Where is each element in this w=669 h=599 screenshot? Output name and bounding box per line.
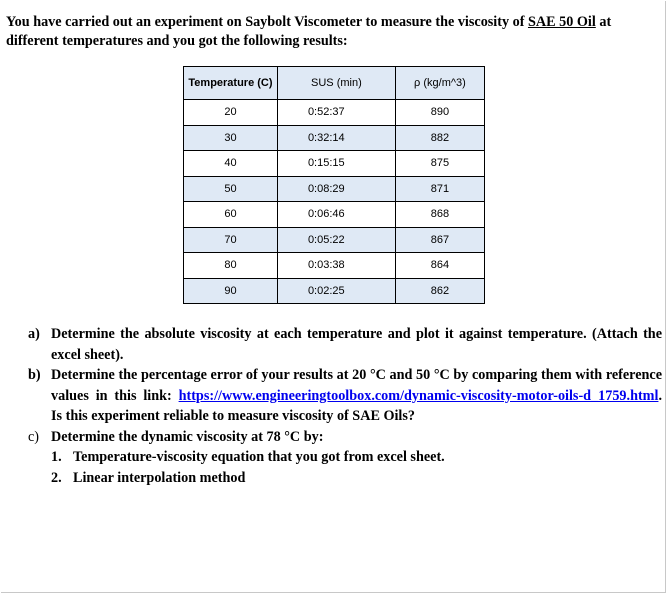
table-row (184, 278, 485, 304)
question-a-marker: a) (28, 326, 40, 342)
cell-sus: 0:08:29 (277, 176, 395, 202)
results-table (183, 66, 485, 304)
table-row (184, 151, 485, 177)
cell-sus: 0:52:37 (277, 100, 395, 126)
question-b-text-before: Determine the percentage error of your results at 20 °C and 50 °C by comparing them with reference values in this link: (51, 367, 662, 404)
list-item (28, 447, 662, 468)
cell-density: 871 (395, 176, 484, 202)
table-row (184, 125, 485, 151)
cell-density: 890 (395, 100, 484, 126)
cell-density: 864 (395, 253, 484, 279)
question-b (28, 365, 662, 427)
table-row (184, 202, 485, 228)
table-row (184, 100, 485, 126)
intro-text-before: You have carried out an experiment on Saybolt Viscometer to measure the viscosity of (6, 14, 528, 30)
list-item-text: Linear interpolation method (73, 469, 246, 486)
cell-sus: 0:32:14 (277, 125, 395, 151)
cell-temperature: 80 (184, 253, 278, 279)
list-item (28, 468, 662, 489)
cell-sus: 0:15:15 (277, 151, 395, 177)
cell-density: 862 (395, 278, 484, 304)
cell-sus: 0:05:22 (277, 227, 395, 253)
cell-density: 868 (395, 202, 484, 228)
header-density: ρ (kg/m^3) (395, 67, 484, 100)
intro-paragraph (6, 13, 664, 51)
header-sus: SUS (min) (277, 67, 395, 100)
list-item-marker: 1. (51, 449, 62, 465)
table-row (184, 176, 485, 202)
question-b-text-after: . Is this experiment reliable to measure viscosity of SAE Oils? (51, 387, 662, 424)
cell-temperature: 20 (184, 100, 278, 126)
cell-density: 867 (395, 227, 484, 253)
cell-density: 882 (395, 125, 484, 151)
table-row (184, 253, 485, 279)
question-b-marker: b) (28, 367, 41, 383)
question-c (28, 427, 662, 448)
question-a (28, 324, 662, 365)
table-row (184, 227, 485, 253)
cell-sus: 0:02:25 (277, 278, 395, 304)
cell-temperature: 40 (184, 151, 278, 177)
list-item-marker: 2. (51, 469, 62, 486)
table-header-row (184, 67, 485, 100)
question-c-text: Determine the dynamic viscosity at 78 °C by: (51, 428, 324, 445)
list-item-text: Temperature-viscosity equation that you got from excel sheet. (73, 449, 445, 465)
cell-temperature: 30 (184, 125, 278, 151)
question-c-marker: c) (28, 428, 40, 445)
cell-density: 875 (395, 151, 484, 177)
cell-sus: 0:03:38 (277, 253, 395, 279)
cell-temperature: 70 (184, 227, 278, 253)
question-a-text: Determine the absolute viscosity at each temperature and plot it against temperature. (Attach the excel sheet). (51, 326, 662, 363)
cell-sus: 0:06:46 (277, 202, 395, 228)
oil-name: SAE 50 Oil (527, 14, 596, 30)
cell-temperature: 90 (184, 278, 278, 304)
header-temperature: Temperature (C) (184, 67, 278, 100)
cell-temperature: 50 (184, 176, 278, 202)
questions-list (28, 324, 662, 488)
reference-link[interactable]: https://www.engineeringtoolbox.com/dynamic-viscosity-motor-oils-d_1759.html (178, 387, 659, 404)
cell-temperature: 60 (184, 202, 278, 228)
intro-text-after: at different temperatures and you got the following results: (6, 14, 612, 49)
